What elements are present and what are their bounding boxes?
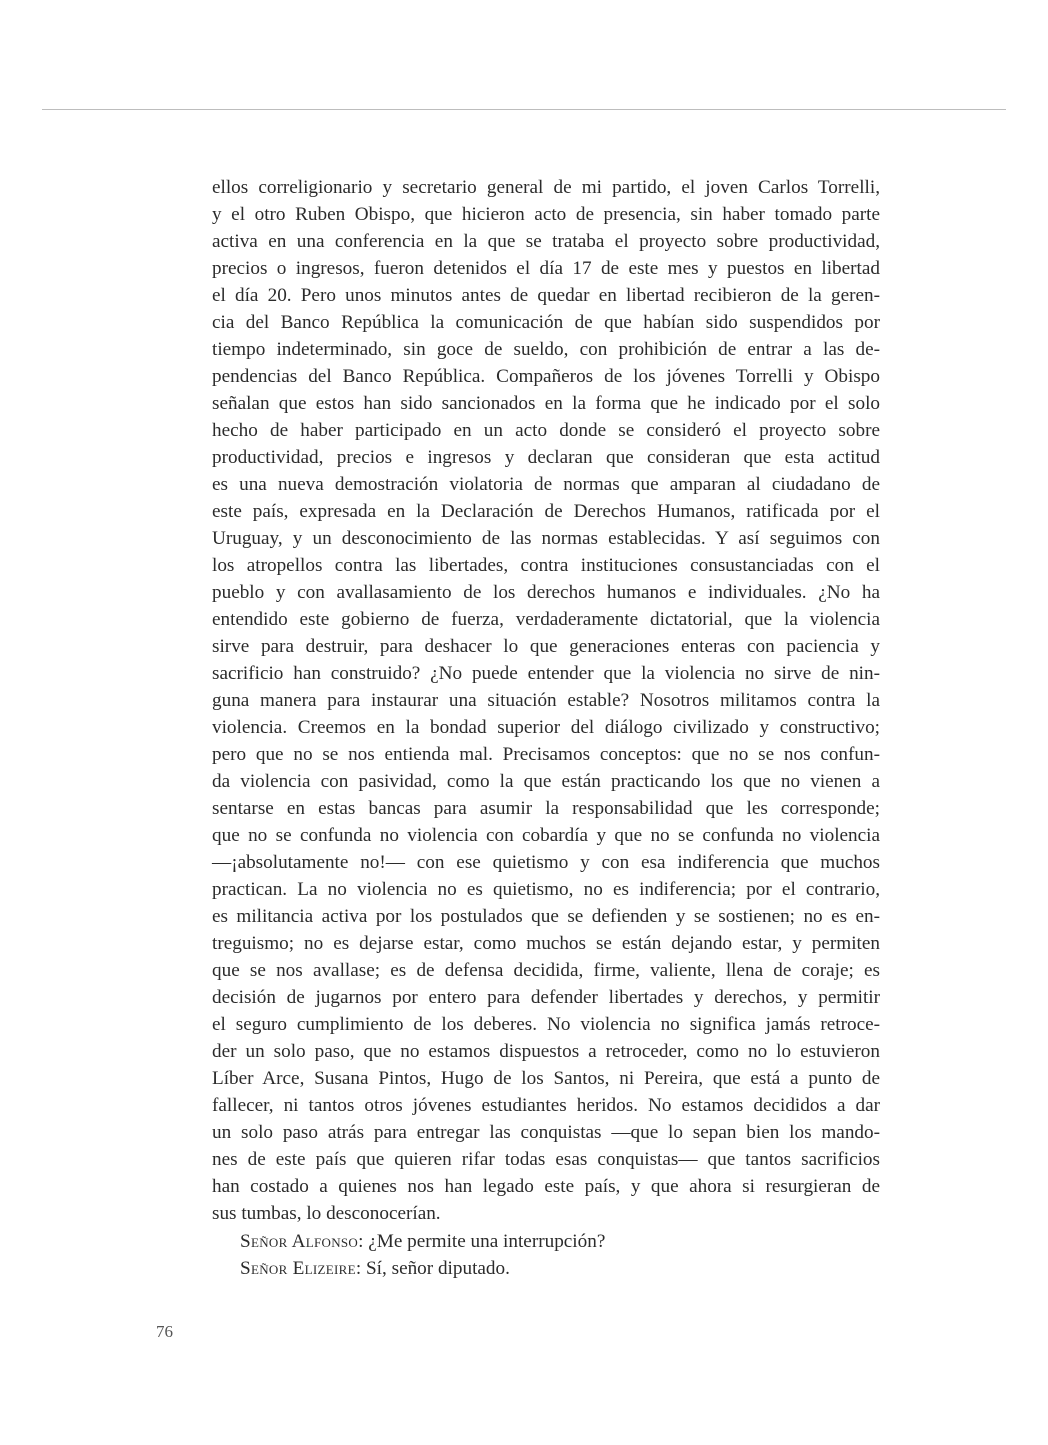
text-line: este país, expresada en la Declaración de Derechos Humanos, ratificada por el bbox=[212, 501, 880, 522]
text-line: Líber Arce, Susana Pintos, Hugo de los Santos, ni Pereira, que está a punto de bbox=[212, 1068, 880, 1089]
text-line: da violencia con pasividad, como la que están practicando los que no vienen a bbox=[212, 771, 880, 792]
text-line: guna manera para instaurar una situación estable? Nosotros militamos contra la bbox=[212, 690, 880, 711]
text-line: pero que no se nos entienda mal. Precisamos conceptos: que no se nos confun- bbox=[212, 744, 880, 765]
text-line: sus tumbas, lo desconocerían. bbox=[212, 1203, 441, 1224]
text-line: —¡absolutamente no!— con ese quietismo y con esa indiferencia que muchos bbox=[212, 852, 880, 873]
page-number: 76 bbox=[156, 1322, 173, 1341]
text-line: sirve para destruir, para deshacer lo que generaciones enteras con paciencia y bbox=[212, 636, 880, 657]
text-line: cia del Banco República la comunicación de que habían sido suspendidos por bbox=[212, 312, 880, 333]
text-line: un solo paso atrás para entregar las conquistas —que lo sepan bien los mando- bbox=[212, 1122, 880, 1143]
text-line: han costado a quienes nos han legado este país, y que ahora si resurgieran de bbox=[212, 1176, 880, 1197]
text-line: que se nos avallase; es de defensa decidida, firme, valiente, llena de coraje; es bbox=[212, 960, 880, 981]
text-line: que no se confunda no violencia con cobardía y que no se confunda no violencia bbox=[212, 825, 880, 846]
text-line: sentarse en estas bancas para asumir la responsabilidad que les corresponde; bbox=[212, 798, 880, 819]
text-line: violencia. Creemos en la bondad superior del diálogo civilizado y constructivo; bbox=[212, 717, 880, 738]
dialogue-line-1 bbox=[240, 1228, 880, 1255]
speaker-name: Señor Elizeire bbox=[240, 1258, 356, 1279]
dialogue-text: : Sí, señor diputado. bbox=[355, 1258, 510, 1279]
text-line: señalan que estos han sido sancionados en la forma que he indicado por el solo bbox=[212, 393, 880, 414]
text-line: precios o ingresos, fueron detenidos el día 17 de este mes y puestos en libertad bbox=[212, 258, 880, 279]
text-line: productividad, precios e ingresos y declaran que consideran que esta actitud bbox=[212, 447, 880, 468]
body-text bbox=[212, 174, 880, 1227]
text-line: hecho de haber participado en un acto donde se consideró el proyecto sobre bbox=[212, 420, 880, 441]
text-line: nes de este país que quieren rifar todas esas conquistas— que tantos sacrificios bbox=[212, 1149, 880, 1170]
text-line: fallecer, ni tantos otros jóvenes estudiantes heridos. No estamos decididos a dar bbox=[212, 1095, 880, 1116]
text-line: es militancia activa por los postulados que se defienden y se sostienen; no es en- bbox=[212, 906, 880, 927]
text-line: el seguro cumplimiento de los deberes. No violencia no significa jamás retroce- bbox=[212, 1014, 880, 1035]
speaker-name: Señor Alfonso bbox=[240, 1231, 359, 1252]
text-line: pueblo y con avallasamiento de los derechos humanos e individuales. ¿No ha bbox=[212, 582, 880, 603]
text-line: tiempo indeterminado, sin goce de sueldo, con prohibición de entrar a las de- bbox=[212, 339, 880, 360]
text-line: el día 20. Pero unos minutos antes de quedar en libertad recibieron de la geren- bbox=[212, 285, 880, 306]
text-line: treguismo; no es dejarse estar, como muchos se están dejando estar, y permiten bbox=[212, 933, 880, 954]
text-line: pendencias del Banco República. Compañeros de los jóvenes Torrelli y Obispo bbox=[212, 366, 880, 387]
text-line: entendido este gobierno de fuerza, verdaderamente dictatorial, que la violencia bbox=[212, 609, 880, 630]
text-line: Uruguay, y un desconocimiento de las normas establecidas. Y así seguimos con bbox=[212, 528, 880, 549]
text-line: practican. La no violencia no es quietismo, no es indiferencia; por el contrario, bbox=[212, 879, 880, 900]
text-line: activa en una conferencia en la que se trataba el proyecto sobre productividad, bbox=[212, 231, 880, 252]
text-line: decisión de jugarnos por entero para defender libertades y derechos, y permitir bbox=[212, 987, 880, 1008]
text-line: ellos correligionario y secretario general de mi partido, el joven Carlos Torrelli, bbox=[212, 177, 880, 198]
text-line: y el otro Ruben Obispo, que hicieron acto de presencia, sin haber tomado parte bbox=[212, 204, 880, 225]
text-line: der un solo paso, que no estamos dispuestos a retroceder, como no lo estuvieron bbox=[212, 1041, 880, 1062]
dialogue-text: : ¿Me permite una interrupción? bbox=[358, 1231, 606, 1252]
text-line: los atropellos contra las libertades, contra instituciones consustanciadas con el bbox=[212, 555, 880, 576]
header-rule bbox=[42, 109, 1006, 110]
text-line: sacrificio han construido? ¿No puede entender que la violencia no sirve de nin- bbox=[212, 663, 880, 684]
dialogue-line-2 bbox=[240, 1255, 880, 1282]
text-line: es una nueva demostración violatoria de normas que amparan al ciudadano de bbox=[212, 474, 880, 495]
